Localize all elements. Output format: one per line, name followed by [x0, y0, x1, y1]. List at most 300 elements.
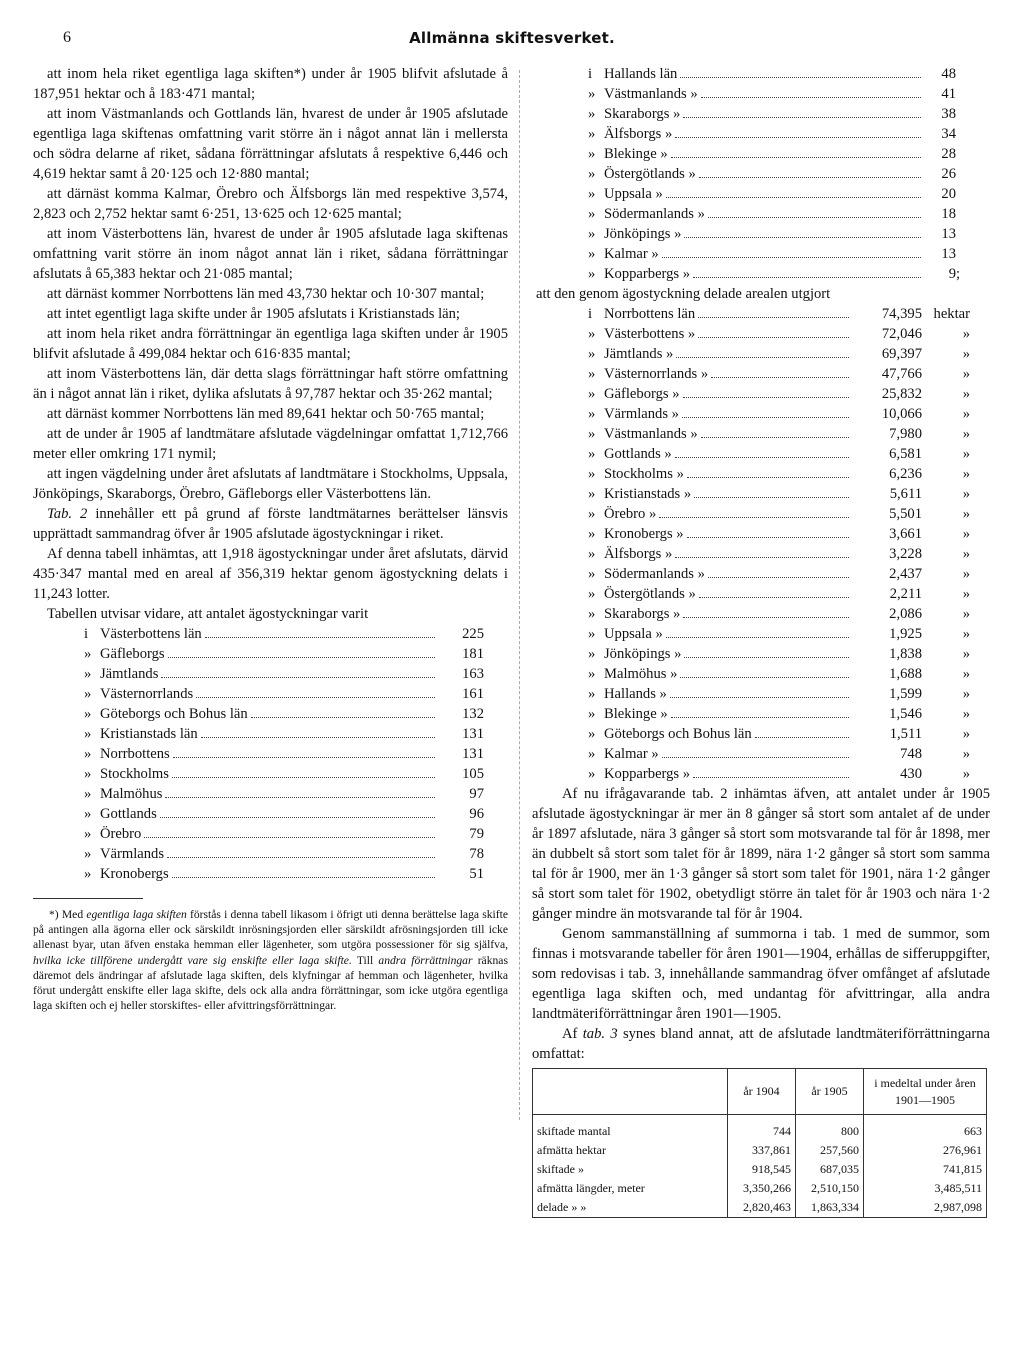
county-name: Stockholms » [604, 466, 684, 482]
county-name: Värmlands » [604, 406, 679, 422]
area-value: 7,980 [889, 426, 922, 442]
area-value: 74,395 [881, 306, 922, 322]
paragraph: Tabellen utvisar vidare, att antalet ägostyckningar varit [47, 606, 369, 622]
list-item [588, 204, 966, 224]
count-value: 51 [469, 866, 484, 882]
list-prefix: » [588, 666, 596, 682]
list-prefix: i [84, 626, 89, 642]
list-item [588, 164, 966, 184]
count-value: 181 [462, 646, 484, 662]
dot-leader [160, 817, 435, 818]
table-row [533, 1160, 987, 1179]
list-prefix: » [588, 406, 596, 422]
list-item [588, 524, 970, 544]
county-name: Jönköpings » [604, 226, 682, 242]
cell-1905: 2,510,150 [796, 1179, 864, 1198]
count-list [84, 624, 484, 884]
table-header-row [533, 1069, 987, 1115]
county-name: Jämtlands » [604, 346, 674, 362]
area-value: 72,046 [881, 326, 922, 342]
list-item [84, 844, 484, 864]
list-item [588, 84, 966, 104]
list-item [84, 624, 484, 644]
county-name: Södermanlands » [604, 206, 705, 222]
dot-leader [662, 257, 921, 258]
dot-leader [161, 677, 435, 678]
list-item [588, 304, 970, 324]
column-header: år 1905 [796, 1069, 864, 1115]
footnote-text: räknas däremot dels ändringar af afslutade laga skiften, dels klyfningar af hemman och lägenheter, hvilka förut undergått enskifte eller laga skifte, dels ock alla andra förrättningar, som icke utgöra egentliga laga skiften och ej heller storskiftes- eller afvittringsförrättningar. [33, 953, 508, 1013]
area-value: 1,925 [889, 626, 922, 642]
list-prefix: » [588, 206, 596, 222]
paragraph: Af denna tabell inhämtas, att 1,918 ägostyckningar under året afslutats, därvid 435·347 mantal med en areal af 356,319 hektar genom ägostyckning delats i 11,243 lotter. [33, 546, 508, 602]
row-label: afmätta längder, meter [533, 1179, 728, 1198]
list-item [84, 864, 484, 884]
list-item [588, 184, 966, 204]
list-prefix: » [588, 466, 596, 482]
paragraph: att inom Västerbottens län, där detta slags förrättningar haft större omfattning än i något annat län i riket, dylika afslutats å 97,787 hektar och 35·262 mantal; [33, 366, 508, 402]
table-row [533, 1141, 987, 1160]
dot-leader [662, 757, 849, 758]
cell-average: 3,485,511 [864, 1179, 987, 1198]
dot-leader [165, 797, 435, 798]
list-prefix: » [588, 346, 596, 362]
list-prefix: » [588, 546, 596, 562]
area-value: 3,228 [889, 546, 922, 562]
area-unit: » [962, 386, 970, 402]
dot-leader [683, 617, 849, 618]
count-value: 20 [941, 186, 956, 202]
paragraph: att inom hela riket andra förrättningar än egentliga laga skiften under år 1905 blifvit afslutade å 499,084 hektar och 616·835 mantal; [33, 326, 508, 362]
count-value: 13 [941, 246, 956, 262]
dot-leader [701, 97, 921, 98]
list-item [588, 224, 966, 244]
count-value: 161 [462, 686, 484, 702]
list-prefix: » [588, 226, 596, 242]
dot-leader [670, 697, 849, 698]
cell-average: 2,987,098 [864, 1198, 987, 1218]
cell-1904: 918,545 [728, 1160, 796, 1179]
list-prefix: » [84, 686, 92, 702]
list-item [588, 444, 970, 464]
list-prefix: » [588, 386, 596, 402]
list-item [588, 64, 966, 84]
area-unit: » [962, 726, 970, 742]
count-value: 26 [941, 166, 956, 182]
list-item [588, 124, 966, 144]
count-value: 9 [948, 266, 956, 282]
dot-leader [205, 637, 435, 638]
count-value: 18 [941, 206, 956, 222]
county-name: Kronobergs [100, 866, 169, 882]
dot-leader [683, 117, 921, 118]
county-name: Hallands » [604, 686, 667, 702]
list-prefix: » [84, 706, 92, 722]
footnote [33, 907, 508, 1013]
list-item [84, 644, 484, 664]
list-prefix: » [588, 326, 596, 342]
list-prefix: » [84, 786, 92, 802]
county-name: Skaraborgs » [604, 606, 681, 622]
county-name: Västmanlands » [604, 86, 698, 102]
county-name: Östergötlands » [604, 586, 696, 602]
area-unit: hektar [933, 306, 970, 322]
table-reference: Tab. 2 [47, 506, 88, 522]
dot-leader [173, 757, 435, 758]
list-item [588, 624, 970, 644]
list-prefix: » [588, 746, 596, 762]
cell-1904: 744 [728, 1115, 796, 1142]
count-value: 78 [469, 846, 484, 862]
count-value: 41 [941, 86, 956, 102]
list-prefix: » [588, 606, 596, 622]
count-value: 131 [462, 726, 484, 742]
list-item [588, 144, 966, 164]
left-column [33, 64, 508, 1013]
list-prefix: » [84, 806, 92, 822]
county-name: Örebro » [604, 506, 657, 522]
paragraph: att ingen vägdelning under året afslutats af landtmätare i Stockholms, Uppsala, Jönköpings, Skaraborgs, Örebro, Gäfleborgs eller Västerbottens län. [33, 466, 508, 502]
footnote-rule [33, 898, 143, 899]
list-item [588, 504, 970, 524]
count-value: 34 [941, 126, 956, 142]
dot-leader [693, 777, 849, 778]
county-name: Kristianstads län [100, 726, 198, 742]
county-name: Blekinge » [604, 706, 668, 722]
cell-average: 663 [864, 1115, 987, 1142]
list-item [588, 344, 970, 364]
right-column [532, 64, 990, 1218]
list-item [588, 484, 970, 504]
list-item [588, 324, 970, 344]
count-list-continued [588, 64, 966, 284]
county-name: Örebro [100, 826, 142, 842]
dot-leader [201, 737, 435, 738]
count-value: 163 [462, 666, 484, 682]
row-label: afmätta hektar [533, 1141, 728, 1160]
dot-leader [666, 637, 849, 638]
cell-1905: 257,560 [796, 1141, 864, 1160]
dot-leader [699, 597, 849, 598]
list-prefix: » [588, 426, 596, 442]
list-item [588, 724, 970, 744]
list-item [84, 784, 484, 804]
dot-leader [671, 157, 921, 158]
page-number: 6 [63, 29, 71, 46]
area-value: 69,397 [881, 346, 922, 362]
area-unit: » [962, 426, 970, 442]
area-value: 2,211 [889, 586, 922, 602]
dot-leader [698, 337, 849, 338]
dot-leader [687, 537, 849, 538]
count-value: 48 [941, 66, 956, 82]
county-name: Malmöhus » [604, 666, 678, 682]
list-prefix: » [588, 266, 596, 282]
county-name: Kristianstads » [604, 486, 692, 502]
area-unit: » [962, 666, 970, 682]
area-value: 2,437 [889, 566, 922, 582]
county-name: Norrbottens [100, 746, 170, 762]
list-prefix: » [588, 526, 596, 542]
cell-1904: 2,820,463 [728, 1198, 796, 1218]
list-prefix: i [588, 306, 593, 322]
list-item [588, 244, 966, 264]
area-value: 748 [900, 746, 922, 762]
area-value: 5,611 [889, 486, 922, 502]
count-value: 131 [462, 746, 484, 762]
list-prefix: » [588, 726, 596, 742]
dot-leader [659, 517, 849, 518]
count-value: 105 [462, 766, 484, 782]
dot-leader [694, 497, 849, 498]
area-list [588, 304, 970, 784]
list-item [84, 664, 484, 684]
county-name: Hallands län [604, 66, 678, 82]
list-prefix: » [588, 686, 596, 702]
county-name: Östergötlands » [604, 166, 696, 182]
area-value: 47,766 [881, 366, 922, 382]
county-name: Kopparbergs » [604, 266, 691, 282]
list-item [588, 104, 966, 124]
table-row [533, 1115, 987, 1142]
list-prefix: » [588, 166, 596, 182]
footnote-emphasis: egentliga laga skiften [86, 908, 187, 921]
area-unit: » [962, 586, 970, 602]
list-prefix: » [588, 246, 596, 262]
county-name: Gäfleborgs [100, 646, 165, 662]
county-name: Göteborgs och Bohus län [100, 706, 248, 722]
footnote-text: förstås i denna tabell likasom i öfrigt uti denna berättelse laga skifte på antingen alla ägorna eller ock särskildt inrösningsjorden eller särskildt afrösningsjorden till icke allenast byar, utan äfven enstaka hemman eller lägenheter, som utgöra possessioner för sig själfva, [33, 908, 508, 952]
area-unit: » [962, 686, 970, 702]
county-name: Malmöhus [100, 786, 163, 802]
county-name: Älfsborgs » [604, 126, 673, 142]
count-value: 97 [469, 786, 484, 802]
count-value: 79 [469, 826, 484, 842]
row-label: skiftade » [533, 1160, 728, 1179]
dot-leader [682, 417, 849, 418]
list-item [84, 744, 484, 764]
dot-leader [675, 557, 849, 558]
county-name: Västernorrlands » [604, 366, 709, 382]
list-prefix: » [84, 646, 92, 662]
dot-leader [172, 777, 435, 778]
area-value: 10,066 [881, 406, 922, 422]
count-value: 132 [462, 706, 484, 722]
county-name: Stockholms [100, 766, 169, 782]
table-reference: tab. 3 [582, 1026, 618, 1042]
list-prefix: » [84, 866, 92, 882]
list-prefix: » [588, 106, 596, 122]
paragraph: Genom sammanställning af summorna i tab. 1 med de summor, som finnas i motsvarande tabeller för åren 1901—1904, erhållas de sifferuppgifter, som redovisas i tab. 3, innehållande sammandrag öfver omfånget af afslutade egentliga laga skiften och, med undantag för afvittringar, alla andra landtmäteriförrättningar åren 1901—1905. [532, 926, 990, 1022]
list-prefix: i [588, 66, 593, 82]
list-prefix: » [84, 746, 92, 762]
area-value: 1,511 [889, 726, 922, 742]
list-item [588, 564, 970, 584]
list-prefix: » [588, 126, 596, 142]
county-name: Uppsala » [604, 626, 663, 642]
column-header [533, 1069, 728, 1115]
list-item [588, 604, 970, 624]
county-name: Kronobergs » [604, 526, 684, 542]
area-value: 3,661 [889, 526, 922, 542]
county-name: Gäfleborgs » [604, 386, 680, 402]
dot-leader [251, 717, 435, 718]
area-unit: » [962, 326, 970, 342]
list-item [84, 704, 484, 724]
county-name: Kopparbergs » [604, 766, 691, 782]
cell-average: 276,961 [864, 1141, 987, 1160]
cell-1905: 1,863,334 [796, 1198, 864, 1218]
cell-1905: 800 [796, 1115, 864, 1142]
list-item [588, 384, 970, 404]
area-unit: » [962, 766, 970, 782]
list-suffix: ; [956, 266, 961, 282]
area-unit: » [962, 606, 970, 622]
area-unit: » [962, 506, 970, 522]
list-prefix: » [84, 826, 92, 842]
dot-leader [680, 677, 849, 678]
area-value: 1,688 [889, 666, 922, 682]
list-item [588, 424, 970, 444]
list-item [588, 644, 970, 664]
paragraph: att därnäst kommer Norrbottens län med 89,641 hektar och 50·765 mantal; [47, 406, 485, 422]
list-prefix: » [84, 846, 92, 862]
area-value: 2,086 [889, 606, 922, 622]
county-name: Skaraborgs » [604, 106, 681, 122]
row-label: skiftade mantal [533, 1115, 728, 1142]
list-prefix: » [588, 646, 596, 662]
column-header: år 1904 [728, 1069, 796, 1115]
footnote-emphasis: hvilka icke tillförene undergått vare sig enskifte eller laga skifte. [33, 953, 352, 967]
cell-average: 741,815 [864, 1160, 987, 1179]
list-prefix: » [588, 766, 596, 782]
area-unit: » [962, 746, 970, 762]
list-item [588, 764, 970, 784]
county-name: Gottlands » [604, 446, 672, 462]
area-value: 430 [900, 766, 922, 782]
dot-leader [699, 177, 921, 178]
list-prefix: » [588, 506, 596, 522]
count-value: 13 [941, 226, 956, 242]
list-item [588, 584, 970, 604]
county-name: Norrbottens län [604, 306, 696, 322]
list-item [588, 364, 970, 384]
dot-leader [708, 217, 921, 218]
dot-leader [687, 477, 849, 478]
list-item [84, 764, 484, 784]
running-header: Allmänna skiftesverket. [409, 29, 615, 47]
count-value: 38 [941, 106, 956, 122]
table-row [533, 1198, 987, 1218]
cell-1905: 687,035 [796, 1160, 864, 1179]
county-name: Värmlands [100, 846, 165, 862]
paragraph [532, 1024, 990, 1064]
dot-leader [683, 397, 849, 398]
list-prefix: » [588, 586, 596, 602]
list-item [588, 404, 970, 424]
list-prefix: » [588, 186, 596, 202]
dot-leader [144, 837, 435, 838]
area-unit: » [962, 486, 970, 502]
dot-leader [680, 77, 921, 78]
count-value: 225 [462, 626, 484, 642]
paragraph: att därnäst kommer Norrbottens län med 43,730 hektar och 10·307 mantal; [47, 286, 485, 302]
area-unit: » [962, 366, 970, 382]
area-unit: » [962, 406, 970, 422]
dot-leader [676, 357, 849, 358]
dot-leader [168, 657, 435, 658]
list-prefix: » [588, 146, 596, 162]
county-name: Västerbottens län [100, 626, 202, 642]
area-value: 6,236 [889, 466, 922, 482]
list-item [588, 684, 970, 704]
list-prefix: » [588, 366, 596, 382]
list-item [84, 824, 484, 844]
dot-leader [167, 857, 435, 858]
dot-leader [196, 697, 435, 698]
list-prefix: » [588, 626, 596, 642]
paragraph: att de under år 1905 af landtmätare afslutade vägdelningar omfattat 1,712,766 meter eller omkring 171 nymil; [33, 426, 508, 462]
dot-leader [684, 237, 921, 238]
county-name: Älfsborgs » [604, 546, 673, 562]
area-unit: » [962, 546, 970, 562]
paragraph: att inom Västmanlands och Gottlands län, hvarest de under år 1905 afslutade egentliga laga skiftenas omfattning varit större än i något annat län i mellersta och södra delarne af riket, sådana förrättningar afslutats å respektive 6,446 och 4,619 hektar samt å 20·125 och 12·880 mantal; [33, 106, 508, 182]
paragraph: Af nu ifrågavarande tab. 2 inhämtas äfven, att antalet under år 1905 afslutade ägostyckningar är mer än 8 gånger så stort som antalet af de under år 1897 afslutade, nära 3 gånger så stort som motsvarande tal för år 1898, mer än dubbelt så stort som talet för år 1899, nära 1·2 gånger så stort som samma tal för år 1900, mer än 1·3 gånger så stort som talet för 1901, nära 1·2 gånger så stort som talet för 1902, obetydligt större än talet för år 1903 och nära 1·2 gånger mindre än motsvarande tal för år 1904. [532, 786, 990, 922]
area-value: 25,832 [881, 386, 922, 402]
county-name: Södermanlands » [604, 566, 705, 582]
list-item [84, 804, 484, 824]
dot-leader [671, 717, 849, 718]
summary-table [532, 1068, 987, 1218]
county-name: Kalmar » [604, 746, 659, 762]
dot-leader [675, 457, 849, 458]
paragraph-text: Af [562, 1026, 583, 1042]
list-prefix: » [588, 486, 596, 502]
area-unit: » [962, 626, 970, 642]
list-item [588, 544, 970, 564]
column-divider [519, 70, 520, 1120]
area-value: 6,581 [889, 446, 922, 462]
area-unit: » [962, 526, 970, 542]
county-name: Gottlands [100, 806, 157, 822]
area-unit: » [962, 566, 970, 582]
area-unit: » [962, 346, 970, 362]
list-item [588, 464, 970, 484]
row-label: delade » » [533, 1198, 728, 1218]
area-unit: » [962, 706, 970, 722]
column-header: i medeltal under åren 1901—1905 [864, 1069, 987, 1115]
county-name: Göteborgs och Bohus län [604, 726, 752, 742]
list-item [588, 264, 966, 284]
county-name: Blekinge » [604, 146, 668, 162]
area-value: 1,838 [889, 646, 922, 662]
area-unit: » [962, 446, 970, 462]
cell-1904: 337,861 [728, 1141, 796, 1160]
list-item [84, 724, 484, 744]
county-name: Uppsala » [604, 186, 663, 202]
dot-leader [698, 317, 849, 318]
list-prefix: » [588, 446, 596, 462]
dot-leader [684, 657, 849, 658]
area-value: 1,599 [889, 686, 922, 702]
paragraph: att inom hela riket egentliga laga skiften*) under år 1905 blifvit afslutade å 187,951 hektar och å 183·471 mantal; [33, 66, 508, 102]
footnote-text: Till [351, 953, 379, 967]
list-prefix: » [588, 566, 596, 582]
county-name: Jönköpings » [604, 646, 682, 662]
dot-leader [708, 577, 849, 578]
county-name: Västmanlands » [604, 426, 698, 442]
list-item [588, 744, 970, 764]
